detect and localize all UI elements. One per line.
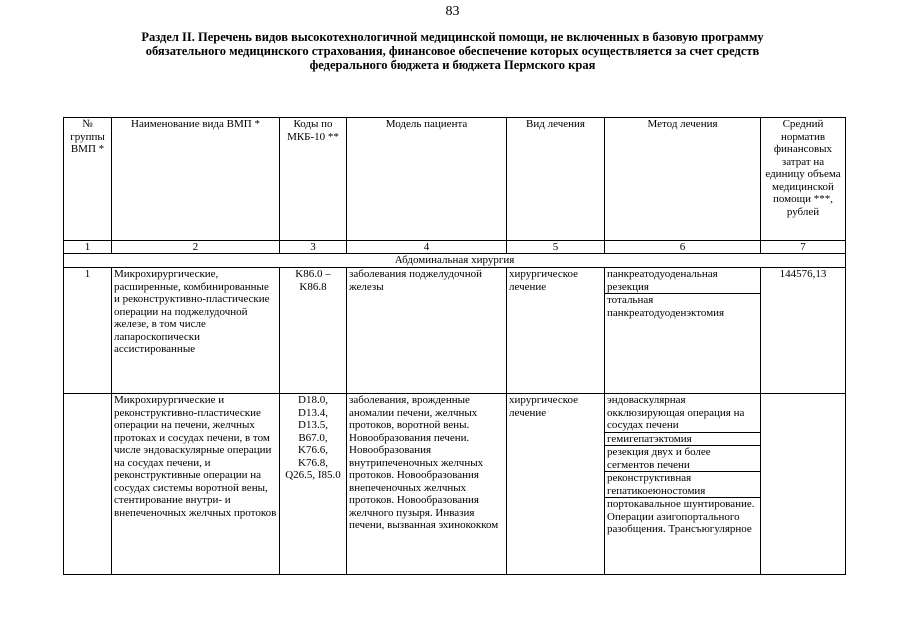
table-row <box>64 394 846 575</box>
title-line: обязательного медицинского страхования, финансовое обеспечение которых осуществляется за счет средств <box>145 44 760 58</box>
method-item: гемигепатэктомия <box>605 433 760 447</box>
cell-treatment-type: хирургическое лечение <box>507 268 605 394</box>
column-number-row <box>64 241 846 254</box>
header-avg-cost: Средний норматив финансовых затрат на единицу объема медицинской помощи ***, рублей <box>761 118 846 241</box>
header-treatment-method: Метод лечения <box>605 118 761 241</box>
method-item: эндоваскулярная окклюзирующая операция на сосудах печени <box>605 394 760 433</box>
section-row <box>64 254 846 268</box>
cell-treatment-method <box>605 394 761 575</box>
cell-patient-model: заболевания поджелудочной железы <box>347 268 507 394</box>
column-number: 5 <box>507 241 605 254</box>
cell-avg-cost: 144576,13 <box>761 268 846 394</box>
method-item: портокавальное шунтирование. Операции азигопортального разобщения. Трансъюгулярное <box>607 498 755 535</box>
section-title <box>40 30 865 72</box>
table-row <box>64 268 846 394</box>
section-heading: Абдоминальная хирургия <box>64 254 846 268</box>
cell-treatment-method <box>605 268 761 394</box>
cell-group <box>64 394 112 575</box>
column-number: 7 <box>761 241 846 254</box>
method-item: тотальная панкреатодуоденэктомия <box>607 294 725 319</box>
column-number: 2 <box>112 241 280 254</box>
header-vmp-name: Наименование вида ВМП * <box>112 118 280 241</box>
cell-patient-model: заболевания, врожденные аномалии печени, желчных протоков, воротной вены. Новообразования печени. Новообразования внутрипеченочных желчных протоков. Новообразования внепеченочных желчных протоков. Новообразования желчного пузыря. Инвазия печени, вызванная эхинококком <box>347 394 507 575</box>
cell-vmp-name: Микрохирургические и реконструктивно-пластические операции на печени, желчных протоках и сосудах печени, в том числе эндоваскулярные операции на сосудах печени, и реконструктивные операции на сосудах системы воротной вены, стентирование внутри- и внепеченочных желчных протоков <box>112 394 280 575</box>
method-item: резекция двух и более сегментов печени <box>605 446 760 472</box>
page-number: 83 <box>445 4 460 19</box>
cell-treatment-type: хирургическое лечение <box>507 394 605 575</box>
column-number: 6 <box>605 241 761 254</box>
title-line: федерального бюджета и бюджета Пермского края <box>309 58 596 72</box>
header-row <box>64 118 846 241</box>
vmp-table <box>63 117 846 575</box>
header-patient-model: Модель пациента <box>347 118 507 241</box>
method-item: панкреатодуоденальная резекция <box>605 268 760 294</box>
header-treatment-type: Вид лечения <box>507 118 605 241</box>
cell-vmp-name: Микрохирургические, расширенные, комбинированные и реконструктивно-пластические операции на поджелудочной железе, в том числе лапароскопически ассистированные <box>112 268 280 394</box>
cell-group: 1 <box>64 268 112 394</box>
header-group-no: № группы ВМП * <box>64 118 112 241</box>
method-item: реконструктивная гепатикоеюностомия <box>605 472 760 498</box>
column-number: 4 <box>347 241 507 254</box>
cell-mkb-codes: K86.0 – K86.8 <box>280 268 347 394</box>
cell-avg-cost <box>761 394 846 575</box>
title-line: Раздел II. Перечень видов высокотехнологичной медицинской помощи, не включенных в базовую программу <box>141 30 764 44</box>
column-number: 1 <box>64 241 112 254</box>
header-mkb-codes: Коды по МКБ-10 ** <box>280 118 347 241</box>
column-number: 3 <box>280 241 347 254</box>
cell-mkb-codes: D18.0, D13.4, D13.5, B67.0, K76.6, K76.8, Q26.5, I85.0 <box>280 394 347 575</box>
